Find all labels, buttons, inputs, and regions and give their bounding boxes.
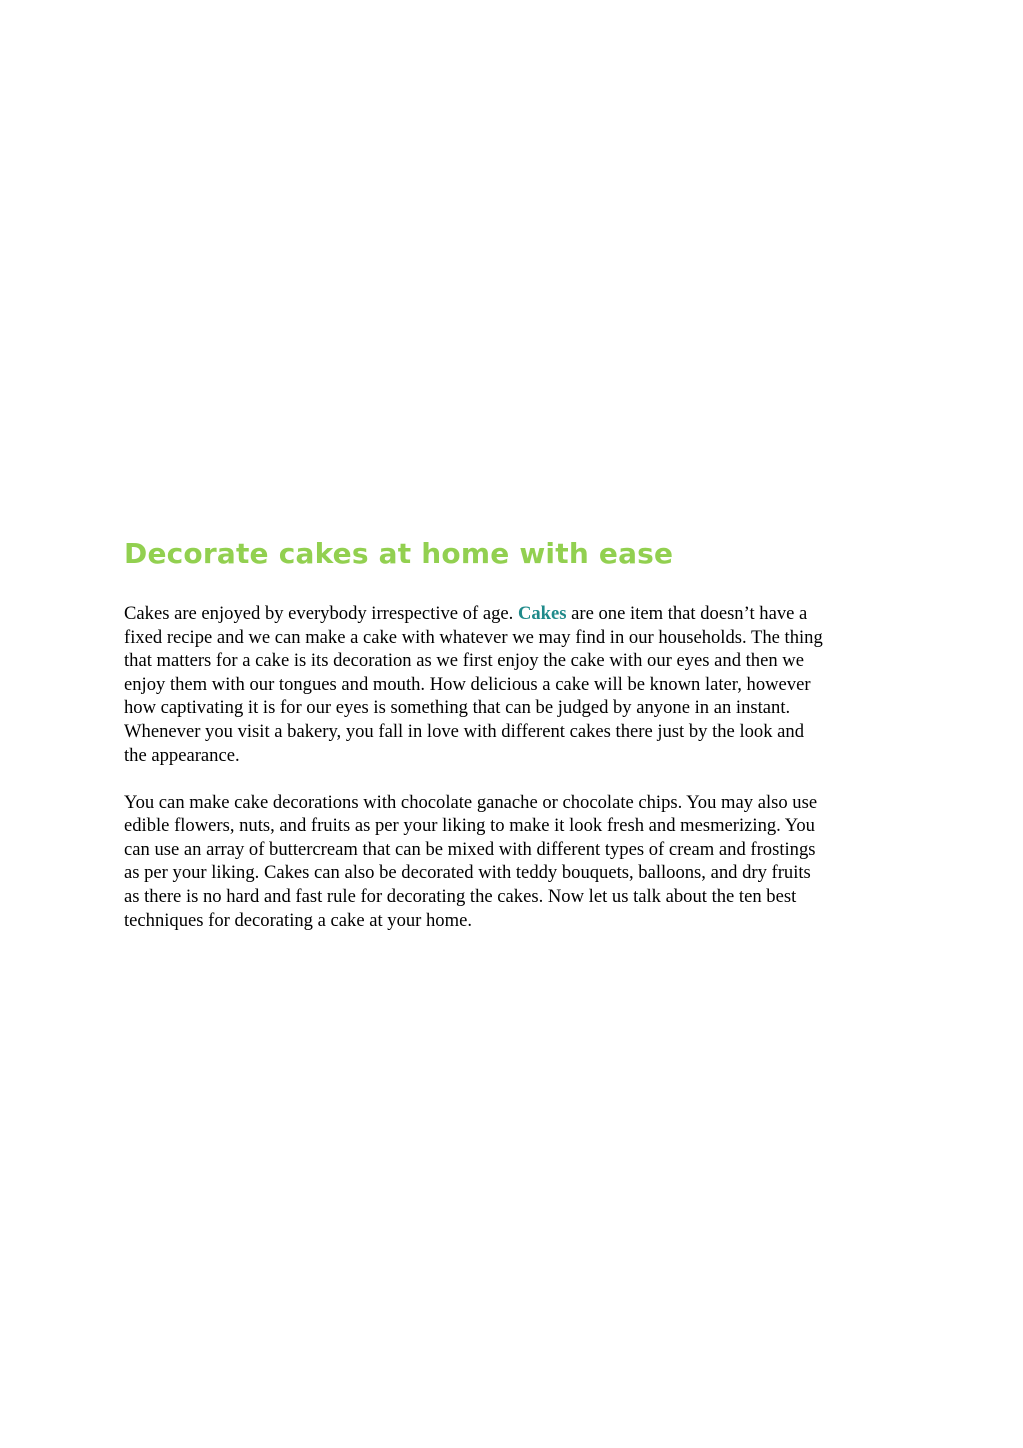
intro-text-after-link: are one item that doesn’t have a	[571, 603, 808, 624]
paragraph-line: fixed recipe and we can make a cake with whatever we may find in our households. The thing	[124, 626, 823, 648]
paragraph-decorations	[124, 791, 904, 933]
paragraph-intro	[124, 602, 904, 767]
paragraph-line: enjoy them with our tongues and mouth. How delicious a cake will be known later, however	[124, 673, 811, 695]
paragraph-line	[124, 602, 904, 626]
paragraph-line: the appearance.	[124, 744, 240, 766]
paragraph-line: as there is no hard and fast rule for decorating the cakes. Now let us talk about the ten best	[124, 886, 797, 908]
paragraph-line: edible flowers, nuts, and fruits as per your liking to make it look fresh and mesmerizing. You	[124, 815, 815, 837]
paragraph-line: Whenever you visit a bakery, you fall in love with different cakes there just by the look and	[124, 720, 805, 742]
intro-text-before-link: Cakes are enjoyed by everybody irrespective of age.	[124, 603, 514, 624]
paragraph-line: how captivating it is for our eyes is something that can be judged by anyone in an instant.	[124, 697, 791, 719]
paragraph-line: You can make cake decorations with chocolate ganache or chocolate chips. You may also use	[124, 791, 818, 813]
paragraph-line: techniques for decorating a cake at your home.	[124, 909, 472, 931]
paragraph-line: can use an array of buttercream that can be mixed with different types of cream and frostings	[124, 838, 816, 860]
document-heading: Decorate cakes at home with ease	[124, 537, 674, 570]
paragraph-line: that matters for a cake is its decoration as we first enjoy the cake with our eyes and then we	[124, 650, 804, 672]
cakes-link[interactable]: Cakes	[517, 603, 567, 624]
document-content	[124, 532, 904, 956]
paragraph-line: as per your liking. Cakes can also be decorated with teddy bouquets, balloons, and dry fruits	[124, 862, 811, 884]
